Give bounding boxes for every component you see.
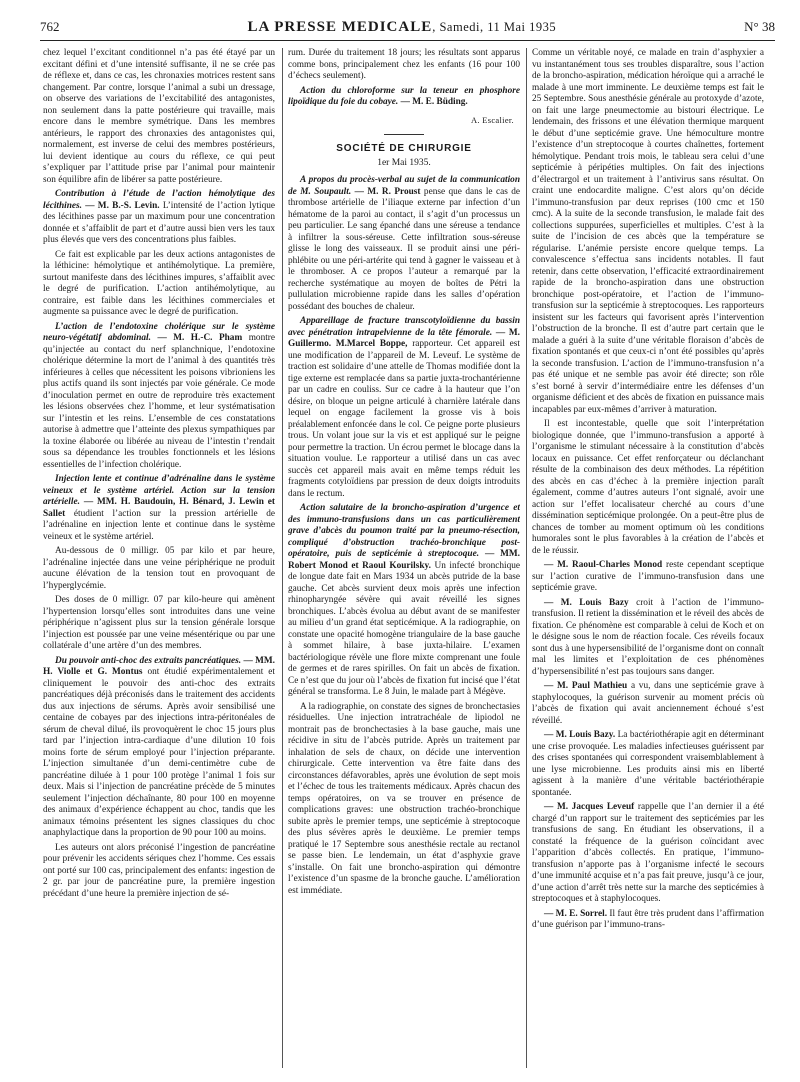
discussion-leveuf bbox=[532, 802, 764, 906]
abstract-title: Action salutaire de la broncho-aspiration d’urgence et des immuno-transfusions dans un cas particulièrement grave d’abcès du poumon traité par la pneumo-résection, compliqué d’obstruction trachéo-bronchique post-opératoire, puis de septicémie à streptocoque. bbox=[288, 503, 520, 559]
discussion-sorrel bbox=[532, 909, 764, 932]
abstract-author: — MM. Robert Monod et Raoul Kourilsky. bbox=[288, 549, 520, 571]
abstract-author: — M. H.-C. Pham bbox=[157, 333, 243, 343]
discussion-mathieu bbox=[532, 681, 764, 727]
discussion-body: a vu, dans une septicémie grave à staphylocoques, la guérison survenir au moment précis où l’abcès de fixation qui avait anciennement échoué s’est réveillé. bbox=[532, 681, 764, 726]
column-2 bbox=[288, 48, 520, 1073]
page-header bbox=[40, 14, 775, 41]
page-number: 762 bbox=[40, 19, 60, 34]
column-rule-2 bbox=[526, 48, 527, 1068]
journal-title: LA PRESSE MEDICALE bbox=[247, 18, 433, 35]
abstract-title: L’action de l’endotoxine cholérique sur le système neuro-végétatif abdominal. bbox=[43, 321, 275, 343]
discussion-body: croit à l’action de l’immuno-transfusion. Il retient la dissémination et le réveil des abcès de fixation. Ce phénomène est comparable à celui de Koch et on le désigne sous le nom de réaction focale. Ces réveils focaux sont dus à une hypersensibilité de l’organisme dont on connaît mal les limites et l’exploitation de ces phénomènes d’hypersensibilité n’est pas toujours sans danger. bbox=[532, 597, 764, 677]
abstract-fracture bbox=[288, 316, 520, 500]
paragraph: Les auteurs ont alors préconisé l’ingestion de pancréatine pour prévenir les accidents sériques chez l’homme. Ces essais ont porté sur 100 cas, principalement des enfants: ingestion de 2 gr. par jour de pancréatine pure, la première ingestion précédant d’une heure la première injection de sé- bbox=[43, 842, 275, 899]
discussion-author: — M. Paul Mathieu bbox=[544, 681, 628, 691]
abstract-title: Contribution à l’étude de l’action hémolytique des lécithines. bbox=[43, 189, 275, 211]
abstract-title: Injection lente et continue d’adrénaline dans le système veineux et le système artériel. Action sur la tension artérielle. bbox=[43, 474, 275, 507]
paragraph: Ce fait est explicable par les deux actions antagonistes de la léthicine: hémolytique et antihémolytique. La première, surtout manifeste dans des lécithines impures, s’affaiblit avec le degré de purification. L’action antihémolytique, au contraire, est faible dans les lécithines commerciales et augmente sa puissance avec le degré de purification. bbox=[43, 249, 275, 317]
section-date: 1er Mai 1935. bbox=[377, 157, 431, 168]
column-3 bbox=[532, 48, 764, 1073]
abstract-author: — MM. H. Violle et G. Montus bbox=[43, 655, 275, 677]
discussion-author: — M. Raoul-Charles Monod bbox=[544, 560, 663, 570]
paragraph: chez lequel l’excitant conditionnel n’a pas été étayé par un excitant défini et d’une intensité suffisante, il ne se crée pas de réflexe et, dans ce cas, les chronaxies motrices restent sans changement. Par contre, lorsque l’animal a subi un dressage, on observe des variations de l’excitabilité des antagonistes, non seulement dans la patte postérieure qui travaille, mais encore dans le membre symétrique. Dans les membres antérieurs, le rapport des chronaxies des antagonistes qui, normalement, est inverse de celui des membres postérieurs, lui devient identique au cours du réflexe, ce qui peut s’expliquer par l’attitude prise par l’animal pour maintenir son équilibre afin de libérer sa patte postérieure. bbox=[43, 48, 275, 185]
journal-title-line bbox=[248, 19, 557, 36]
abstract-body: L’intensité de l’action lytique des lécithines passe par un maximum pour une concentration donnée et s’affaiblit de part et d’autre aussi bien vers les taux plus élevés que vers des concentrations plus faibles. bbox=[43, 200, 275, 245]
paragraph: A la radiographie, on constate des signes de bronchectasies résiduelles. Une injection intratrachéale de lipiodol ne montrait pas de bronchectasies à la base gauche, mais une récidive in situ de l’abcès putride. Après un traitement par inhalation de sels de chaux, on décide une intervention chirurgicale. Cette intervention va être faite dans des circonstances défavorables, après une évolution de sept mois et l’échec de tous les traitements médicaux. Après chacun des temps opératoires, on va se trouver en présence de complications graves: une obstruction trachéo-bronchique subite après le premier temps, une septicémie à streptocoque des plus sévères après le deuxième. Le premier temps pratiqué le 17 Septembre sous anesthésie rectale au rectanol se passe bien. Le lendemain, un état d’asphyxie grave s’installe. On fait une broncho-aspiration qui démontre l’existence d’un spasme de la bronche gauche. L’amélioration est immédiate. bbox=[288, 701, 520, 896]
discussion-body: rappelle que l’an dernier il a été chargé d’un rapport sur le traitement des septicémies par les transfusions de sang. En étudiant les observations, il a constaté la fréquence de la guérison coïncidant avec l’apparition d’abcès collectés. En pratique, l’immuno-transfusion n’apporte pas à l’organisme infecté le secours d’une immunité acquise et n’a pas fait preuve, jusqu’à ce jour, d’une action d’arrêt très nette sur la marche des septicémies à streptocoques et à staphylocoques. bbox=[532, 802, 764, 904]
abstract-proces-verbal bbox=[288, 175, 520, 313]
abstract-body: montre qu’injectée au contact du nerf splanchnique, l’endotoxine cholérique détermine la mort de l’animal à des quantités très inférieures à celles que nécessitent les poisons vibrioniens les plus actifs quand ils sont injectés par voie générale. Ce mode d’inoculation permet en outre de reproduire très exactement les lésions observées chez l’homme, et leur systématisation sur l’intestin et les reins. L’ensemble de ces constatations autorise à admettre que l’atteinte des plexus sympathiques par la toxine élaborée ou libérée au niveau de l’intestin t’rendait sous sa dépendance les troubles fonctionnels et les lésions essentielles de l’infection cholérique. bbox=[43, 333, 275, 470]
discussion-monod bbox=[532, 560, 764, 595]
discussion-bazy bbox=[532, 598, 764, 679]
discussion-body: Il faut être très prudent dans l’affirmation d’une guérison par l’immuno-trans- bbox=[532, 908, 764, 930]
abstract-author: — M. Guillermo. M.Marcel Boppe, bbox=[288, 327, 520, 349]
abstract-body: ont étudié expérimentalement et cliniquement le pouvoir des anti-choc des extraits pancréatiques déjà préconisés dans le traitement des accidents dus aux injections de sérums. Après avoir sensibilisé une centaine de cobayes par des injections intra-péritonéales de sérum de cheval dilué, ils provoquèrent le choc 15 jours plus tard par l’injection intra-cardiaque d’une dilution 10 fois moins forte de sérum employé pour l’injection préparante. L’injection simultanée d’un demi-centimètre cube de pancréatine diluée à 1 pour 100 protège l’animal 1 fois sur deux. Mais si l’injection de pancréatine précède de 5 minutes seulement l’injection déchaînante, 80 pour 100 en moyenne des animaux d’expérience échappent au choc, tandis que les animaux témoins présentent les signes classiques du choc anaphylactique dans la proportion de 90 pour 100 au moins. bbox=[43, 667, 275, 838]
abstract-chloroforme bbox=[288, 86, 520, 109]
abstract-lecithines bbox=[43, 189, 275, 247]
discussion-author: — M. Jacques Leveuf bbox=[544, 802, 635, 812]
abstract-body: étudient l’action sur la pression artérielle de l’adrénaline en injection lente et continue dans le système veineux et le système artériel. bbox=[43, 508, 275, 542]
paragraph: rum. Durée du traitement 18 jours; les résultats sont apparus comme bons, principalement chez les enfants (16 pour 100 d’échecs seulement). bbox=[288, 48, 520, 81]
abstract-adrenaline bbox=[43, 474, 275, 543]
abstract-body: rapporteur. Cet appareil est une modification de l’appareil de M. Leveuf. Le système de traction est solidaire d’une attelle de Thomas modifiée dont la tige externe est remplacée dans sa partie juxta-trochantérienne par un cadre en couliss. Sur ce cadre à la hauteur que l’on désire, on bloque un peigne articulé à charnière latérale dans lequel on engage facilement la grosse vis à bois préalablement enfoncée dans le col. Ce peigne porte plusieurs trous. Un volant joue sur la vis et est appliqué sur le peigne pour permettre la traction. Un écrou permet le blocage dans la situation voulue. Le rapporteur a utilisé dans un cas avec succès cet appareil mais avait en même temps réduit les fragments cotyloïdiens par pression de deux doigts introduits dans le rectum. bbox=[288, 339, 520, 499]
discussion-author: — M. E. Sorrel. bbox=[544, 908, 608, 919]
abstract-broncho-aspiration bbox=[288, 503, 520, 699]
discussion-author: — M. Louis Bazy. bbox=[544, 730, 616, 740]
abstract-title: Du pouvoir anti-choc des extraits pancréatiques. bbox=[55, 655, 242, 666]
abstract-body: pense que dans le cas de thrombose artérielle de l’iliaque externe par infection d’un hématome de la paroi au contact, il s’agit d’un processus un peu particulier. Le sang épanché dans une séreuse a tendance à infiltrer la sous-séreuse. Cette infiltration sous-séreuse glisse le long des vaisseaux. Il se produit ainsi une péri-phlébite ou une péri-artérite qui tend à gagner le vaisseau et à le thromboser. A ce propos l’auteur a remarqué par la recherche systématique au moyen de boîtes de Pétri la pullulation microbienne rapide dans les salles d’opération possédant des bouches de chaleur. bbox=[288, 186, 520, 312]
abstract-author: — M. R. Proust bbox=[354, 186, 421, 197]
paragraph: Comme un véritable noyé, ce malade en train d’asphyxier a vu instantanément tous ses troubles disparaître, sous l’action de la broncho-aspiration, médication héroïque qui a arraché le malade à une mort imminente. Le deuxième temps est fait le 25 Septembre. Sous anesthésie générale au protoxyde d’azote, on fait une large pneumectomie au bistouri électrique. Le lendemain, des frissons et une élévation thermique marquent le début d’une septicémie grave. Une hémoculture montre l’existence d’un streptocoque à courtes chaînettes, fortement hémolytique. Pendant trois mois, le tableau sera celui d’une septicémie à péripéties multiples. On fait des injections d’électrargol et un traitement à l’antivirus sans résultat. On craint une endocardite maligne. C’est alors qu’on décide l’immuno-transfusion par deux reprises (100 cmc et 150 cmc). A la suite de la seconde transfusion, le malade fait des collections suppurées, superficielles et multiples. C’est à la suite de l’incision de ces abcès que la température se régularise. L’anémie persiste encore quelque temps. La convalescence s’effectua sans incidents notables. Il faut retenir, dans cette observation, l’efficacité extraordinairement rapide de la broncho-aspiration dans une obstruction bronchique post-opératoire, et l’action de l’immuno-transfusion sur la septicémie à streptocoques. Les rapporteurs insistent sur les facteurs qui favorisent après l’intervention l’obstruction de la bronche. Il est d’autre part certain que le malade a guéri à la suite d’une véritable floraison d’abcès de fixation spontanés et que ceux-ci n’ont été possibles qu’après la seconde transfusion. L’action de l’immuno-transfusion n’a pas été unique et ne semble pas avoir été directe; son rôle s’est borné à servir d’intermédiaire entre les défenses d’un organisme déficient et des abcès de fixation en puissance mais incapables par eux-mêmes d’arriver à maturation. bbox=[532, 48, 764, 415]
abstract-author: — MM. H. Baudouin, H. Bénard, J. Lewin et Sallet bbox=[43, 497, 275, 519]
section-heading: SOCIÉTÉ DE CHIRURGIE bbox=[336, 143, 472, 154]
discussion-body: reste cependant sceptique sur l’action curative de l’immuno-transfusion dans une septicémie grave. bbox=[532, 560, 764, 593]
abstract-title: A propos du procès-verbal au sujet de la communication de M. Soupault. bbox=[288, 175, 520, 197]
discussion-bazy-2 bbox=[532, 730, 764, 799]
issue-number: N° 38 bbox=[744, 19, 775, 34]
discussion-body: La bactériothérapie agit en déterminant une crise provoquée. Les maladies infectieuses guérissent par des crises spontanées qui correspondent vraisemblablement à une lyse microbienne. Les produits ainsi mis en liberté agissent à la manière d’une véritable bactériothérapie spontanée. bbox=[532, 730, 764, 798]
section-signature: A. Escalier. bbox=[470, 114, 514, 125]
abstract-author: — M. B.-S. Levin. bbox=[85, 200, 160, 211]
paragraph: Des doses de 0 milligr. 07 par kilo-heure qui amènent l’hypertension lorsqu’elles sont introduites dans une veine périphérique n’agissent plus sur la tension générale lorsque l’injection est poussée par une veine mésentérique ou par une collatérale d’une artère d’un des membres. bbox=[43, 595, 275, 651]
abstract-author: — M. E. Büding. bbox=[400, 97, 468, 107]
column-rule-1 bbox=[282, 48, 283, 1068]
column-1 bbox=[43, 48, 275, 1073]
issue-date: , Samedi, 11 Mai 1935 bbox=[432, 19, 557, 34]
section-divider bbox=[384, 134, 424, 135]
abstract-body: Un infecté bronchique de longue date fait en Mars 1934 un abcès putride de la base gauche. Cet abcès survient deux mois après une infection rhinopharyngée sévère qui avait réveillé les signes bronchiques. L’abcès évolua au début avant de se manifester au milieu d’un grand état septicémique. A la radiographie, on constate une opacité homogène triangulaire de la base gauche à sommet hilaire, à base juxta-hilaire. L’examen bactériologique révèle une flore mixte comprenant une foule de germes et de rares spirilles. On fait un abcès de fixation. Ce n’est que du jour où l’abcès de fixation fut incisé que l’état général se transforma. Le 8 Juin, le malade part à Mégève. bbox=[288, 560, 520, 697]
paragraph: Au-dessous de 0 milligr. 05 par kilo et par heure, l’adrénaline injectée dans une veine périphérique ne produit aucune élévation de la tension tout en provoquant de l’hyperglycémie. bbox=[43, 546, 275, 591]
paragraph: Il est incontestable, quelle que soit l’interprétation biologique donnée, que l’immuno-transfusion a apporté à l’organisme le stimulant nécessaire à la constitution d’abcès locaux en puissance. Cet effet renforçateur ou déclanchant résulte de la combinaison des deux méthodes. La répétition des abcès en cas d’échec à la première injection paraît également, comme d’autres auteurs l’ont signalé, avoir une action sur l’effet localisateur cherché au cours d’une dissémination septicémique prolongée. On a peut-être plus de chances de tomber au moment optimum où les conditions humorales sont le plus favorables à la création de l’abcès et de le réussir. bbox=[532, 419, 764, 556]
abstract-endotoxine bbox=[43, 322, 275, 472]
abstract-anti-choc bbox=[43, 656, 275, 840]
discussion-author: — M. Louis Bazy bbox=[544, 597, 629, 608]
abstract-title: Action du chloroforme sur la teneur en phosphore lipoïdique du foie du cobaye. bbox=[288, 85, 520, 107]
abstract-title: Appareillage de fracture transcotyloïdienne du bassin avec pénétration intrapelvienne de la tête fémorale. bbox=[288, 316, 520, 338]
